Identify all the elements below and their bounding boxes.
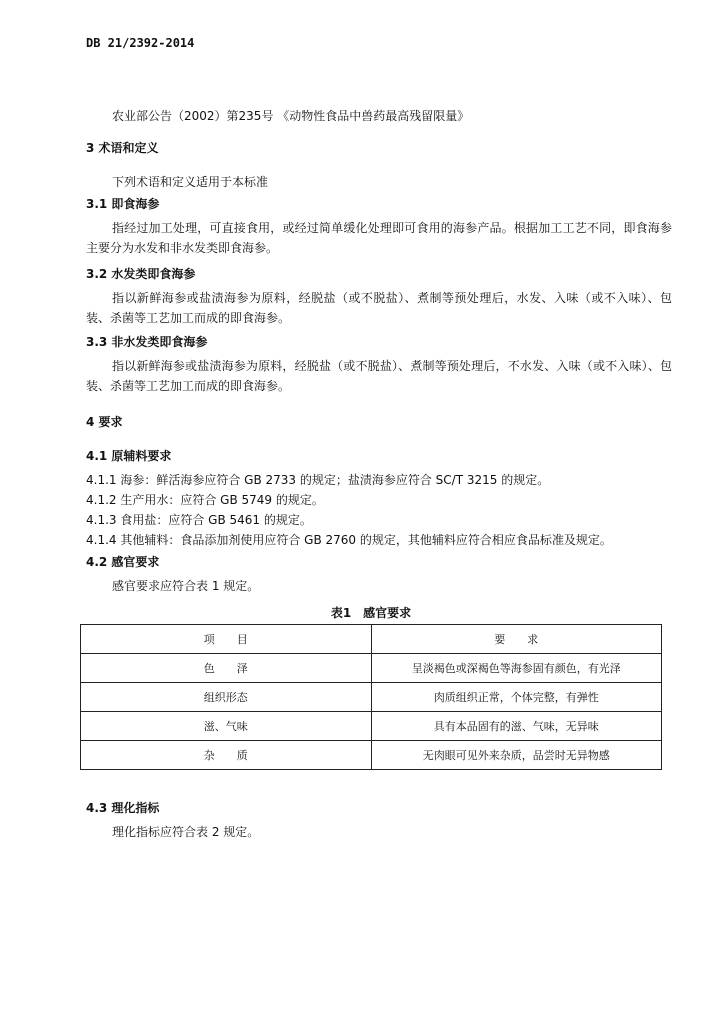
document-code: DB 21/2392-2014 [86, 36, 195, 50]
section-4-1-3: 4.1.3 食用盐：应符合 GB 5461 的规定。 [86, 513, 312, 527]
section-4-1-1: 4.1.1 海参：鲜活海参应符合 GB 2733 的规定；盐渍海参应符合 SC/T 3215 的规定。 [86, 473, 550, 487]
section-4-1-2: 4.1.2 生产用水：应符合 GB 5749 的规定。 [86, 493, 324, 507]
section-4-1-4: 4.1.4 其他辅料：食品添加剂使用应符合 GB 2760 的规定，其他辅料应符合相应食品标准及规定。 [86, 533, 612, 547]
section-3-2-text: 指以新鲜海参或盐渍海参为原料，经脱盐（或不脱盐）、煮制等预处理后，水发、入味（或不入味）、包装、杀菌等工艺加工而成的即食海参。 [86, 291, 672, 325]
table-cell-requirement: 呈淡褐色或深褐色等海参固有颜色，有光泽 [371, 654, 662, 683]
section-3-3-text: 指以新鲜海参或盐渍海参为原料，经脱盐（或不脱盐）、煮制等预处理后，不水发、入味（或不入味）、包装、杀菌等工艺加工而成的即食海参。 [86, 359, 672, 393]
table-row [81, 683, 662, 712]
section-4-2-heading: 4.2 感官要求 [86, 555, 160, 569]
table-cell-item: 色 泽 [81, 654, 372, 683]
table-cell-requirement: 具有本品固有的滋、气味，无异味 [371, 712, 662, 741]
table-cell-requirement: 肉质组织正常，个体完整，有弹性 [371, 683, 662, 712]
table-cell-item: 杂 质 [81, 741, 372, 770]
section-4-heading: 4 要求 [86, 415, 123, 429]
table-row [81, 741, 662, 770]
section-3-2-heading: 3.2 水发类即食海参 [86, 267, 196, 281]
table-row [81, 712, 662, 741]
section-3-3-heading: 3.3 非水发类即食海参 [86, 335, 208, 349]
table-row [81, 654, 662, 683]
section-4-2-text: 感官要求应符合表 1 规定。 [112, 579, 260, 593]
section-4-3-text: 理化指标应符合表 2 规定。 [112, 825, 260, 839]
section-3-heading: 3 术语和定义 [86, 141, 159, 155]
reference-notice: 农业部公告（2002）第235号 《动物性食品中兽药最高残留限量》 [112, 109, 470, 123]
table-1-caption: 表1 感官要求 [330, 606, 412, 620]
column-header-requirement: 要 求 [371, 625, 662, 654]
column-header-item: 项 目 [81, 625, 372, 654]
table-cell-item: 滋、气味 [81, 712, 372, 741]
table-cell-item: 组织形态 [81, 683, 372, 712]
section-3-intro: 下列术语和定义适用于本标准 [112, 175, 269, 189]
table-cell-requirement: 无肉眼可见外来杂质，品尝时无异物感 [371, 741, 662, 770]
sensory-requirements-table [80, 624, 662, 770]
table-header-row [81, 625, 662, 654]
section-3-1-heading: 3.1 即食海参 [86, 197, 160, 211]
section-4-1-heading: 4.1 原辅料要求 [86, 449, 172, 463]
section-4-3-heading: 4.3 理化指标 [86, 801, 160, 815]
section-3-1-text: 指经过加工处理，可直接食用，或经过简单缓化处理即可食用的海参产品。根据加工工艺不同，即食海参主要分为水发和非水发类即食海参。 [86, 221, 672, 255]
